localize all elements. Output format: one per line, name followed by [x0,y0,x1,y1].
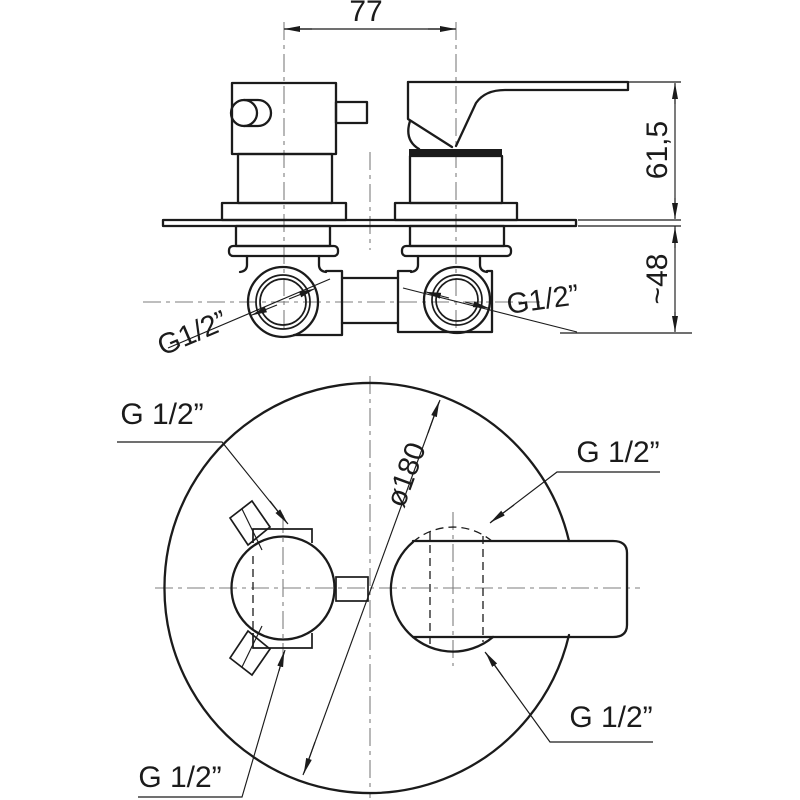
dim-depth-label: ~48 [641,253,674,305]
plan-thread-top-right-leader [490,472,660,523]
plan-thread-top-left-leader [117,442,288,524]
knob-pin [231,100,271,126]
knob-spoke-upper [230,501,270,545]
right-fitting [398,226,511,333]
knob-pin-arc [244,100,257,126]
lever-plan-outline [413,541,627,637]
front-thread-left-label: G1/2” [152,304,233,363]
right-thread-inner [436,279,478,321]
right-thread-mid [432,275,482,325]
lever-neck [408,82,452,147]
dim-diameter-label: ø180 [380,438,433,512]
knob-spoke-right [336,577,368,601]
plan-thread-top-right-label: G 1/2” [576,436,660,469]
plan-thread-top-left-callout [117,398,288,524]
dimension-depth [560,226,692,333]
knob-spoke-lower-line [242,626,262,667]
mixer-plan [391,527,627,652]
right-thread-outer [424,267,490,333]
diverter-unit-front [222,83,367,220]
plan-thread-bottom-right-label: G 1/2” [569,701,653,734]
dim-height-label: 61,5 [641,120,674,180]
connecting-pipe [342,278,398,323]
lever-blade [408,82,628,146]
left-neck-a [240,256,247,272]
plan-thread-bottom-left-callout [138,650,285,797]
front-thread-right-label: G1/2” [504,279,581,321]
right-shank [410,226,504,246]
mixer-unit-front [395,82,628,220]
plan-thread-bottom-left-label: G 1/2” [138,761,222,794]
plan-view [117,376,660,798]
plan-thread-bottom-right-callout [485,652,653,742]
right-neck-b [480,256,487,272]
knob-tab [336,102,367,123]
left-shank [236,226,330,246]
right-neck-a [411,256,418,272]
dimension-height [578,82,681,220]
diverter-cartridge-body [238,154,332,203]
front-view [143,0,692,363]
dim-width-label: 77 [349,0,383,28]
left-neck-b [319,256,326,272]
knob-spoke-lower [230,631,270,675]
dimension-width [284,0,456,29]
mixer-dome-arc [391,542,493,652]
plan-thread-top-left-label: G 1/2” [120,398,204,431]
plan-thread-top-right-callout [490,436,660,523]
